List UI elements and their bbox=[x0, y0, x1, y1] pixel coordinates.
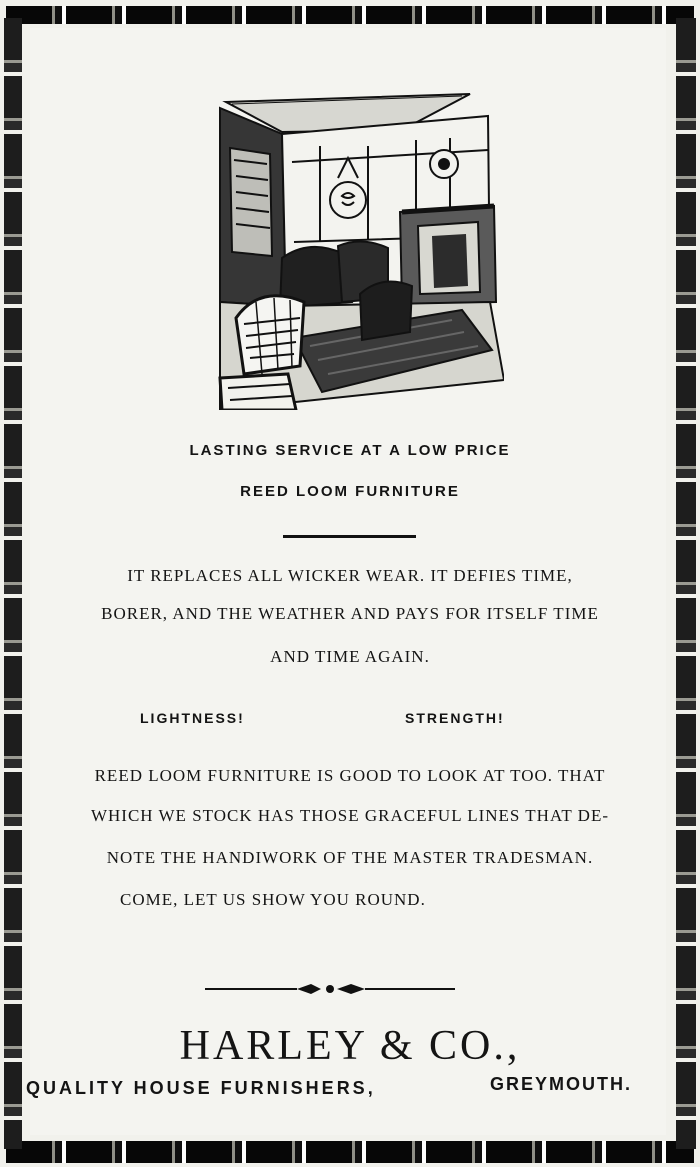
divider-rule bbox=[283, 535, 416, 538]
company-name: HARLEY & CO., bbox=[179, 1023, 521, 1069]
headline: LASTING SERVICE AT A LOW PRICE bbox=[189, 442, 511, 459]
decorative-border-bottom bbox=[6, 1141, 694, 1163]
paragraph-2-line-4: COME, LET US SHOW YOU ROUND. bbox=[120, 890, 426, 909]
paragraph-2-line-3: NOTE THE HANDIWORK OF THE MASTER TRADESMAN. bbox=[106, 848, 594, 867]
footer-tagline: QUALITY HOUSE FURNISHERS, bbox=[26, 1078, 376, 1098]
ornamental-divider bbox=[205, 978, 455, 1000]
subheadline: REED LOOM FURNITURE bbox=[240, 483, 460, 500]
paragraph-2-line-2: WHICH WE STOCK HAS THOSE GRACEFUL LINES THAT DE- bbox=[90, 806, 610, 825]
paragraph-1-line-1: IT REPLACES ALL WICKER WEAR. IT DEFIES TIME, bbox=[127, 566, 573, 585]
paragraph-1-line-2: BORER, AND THE WEATHER AND PAYS FOR ITSELF TIME bbox=[101, 604, 599, 623]
paragraph-1-line-3: AND TIME AGAIN. bbox=[270, 647, 430, 666]
callout-lightness: LIGHTNESS! bbox=[140, 710, 245, 726]
paragraph-2-line-1: REED LOOM FURNITURE IS GOOD TO LOOK AT TOO. THAT bbox=[94, 766, 606, 785]
decorative-border-top bbox=[6, 6, 694, 24]
footer-location: GREYMOUTH. bbox=[490, 1074, 633, 1094]
callout-strength: STRENGTH! bbox=[405, 710, 505, 726]
room-illustration bbox=[212, 88, 504, 410]
